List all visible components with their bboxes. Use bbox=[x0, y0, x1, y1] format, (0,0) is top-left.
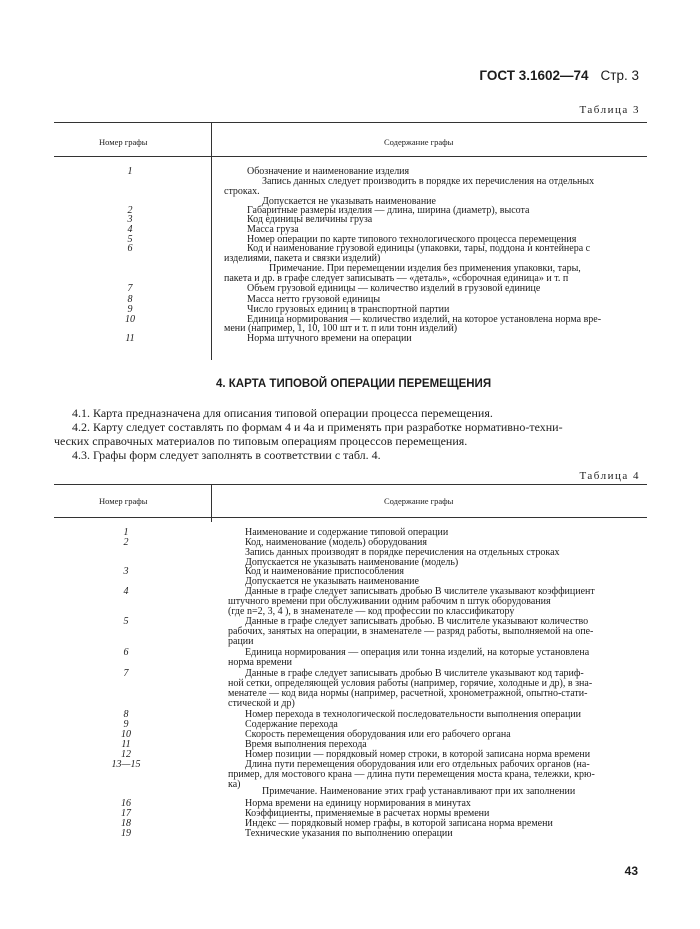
table4-header-rule bbox=[54, 517, 647, 518]
table4-row-number: 9 bbox=[123, 719, 129, 730]
table4-row-number: 7 bbox=[123, 668, 129, 679]
paragraph: 4.3. Графы форм следует заполнять в соответствии с табл. 4. bbox=[72, 448, 381, 462]
table4-line: Данные в графе следует записывать дробью. В числителе указывают количество bbox=[245, 616, 589, 627]
table4-row-number: 5 bbox=[123, 616, 129, 627]
table4-col-number-header: Номер графы bbox=[99, 496, 148, 506]
table3-row-number: 11 bbox=[125, 333, 135, 344]
table4-line: Допускается не указывать наименование (модель) bbox=[245, 557, 459, 568]
table4-line: штучного времени при обслуживании одним рабочим n штук оборудования bbox=[228, 596, 551, 607]
table3-line: Норма штучного времени на операции bbox=[247, 333, 412, 344]
table3-row-number: 3 bbox=[127, 214, 133, 225]
table3-line: Число грузовых единиц в транспортной партии bbox=[247, 304, 450, 315]
table3-row-number: 5 bbox=[127, 234, 133, 245]
table3-col-number-header: Номер графы bbox=[99, 137, 148, 147]
table4-row-number: 2 bbox=[123, 537, 129, 548]
table4-row-number: 18 bbox=[121, 818, 131, 829]
table4-line: Содержание перехода bbox=[245, 719, 338, 730]
table4-line: Технические указания по выполнению операции bbox=[245, 828, 453, 839]
table4-line: Норма времени на единицу нормирования в минутах bbox=[245, 798, 471, 809]
table3-row-number: 1 bbox=[127, 166, 133, 177]
table4-col-content-header: Содержание графы bbox=[384, 496, 454, 506]
table3-line: Единица нормирования — количество изделий, на которое установлена норма вре- bbox=[247, 314, 602, 325]
table4-line: Коэффициенты, применяемые в расчетах нормы времени bbox=[245, 808, 490, 819]
table4-line: Единица нормирования — операция или тонна изделий, на которые установлена bbox=[245, 647, 590, 658]
table3-row-number: 2 bbox=[127, 205, 133, 216]
paragraph-text: 4.1. Карта предназначена для описания типовой операции процесса перемещения. bbox=[72, 406, 493, 420]
table4-line: ной сетки, определяющей условия работы (например, горячие, холодные и др), в зна- bbox=[228, 678, 593, 689]
document-title: ГОСТ 3.1602—74 bbox=[479, 68, 589, 83]
table3-row-number: 9 bbox=[127, 304, 133, 315]
table3-row-number: 7 bbox=[127, 283, 133, 294]
table3-line: Габаритные размеры изделия — длина, ширина (диаметр), высота bbox=[247, 205, 530, 216]
table4-note-line: Примечание. Наименование этих граф устанавливают при их заполнении bbox=[262, 786, 576, 797]
table3-line: изделиями, пакета и связки изделий) bbox=[224, 253, 381, 264]
table4-line: Данные в графе следует записывать дробью В числителе указывают код тариф- bbox=[245, 668, 584, 679]
table4-row-number: 12 bbox=[121, 749, 131, 760]
table3-line: Масса нетто грузовой единицы bbox=[247, 294, 381, 305]
table3-line: Запись данных следует производить в порядке их перечисления на отдельных bbox=[262, 176, 595, 187]
table3-row-number: 6 bbox=[127, 243, 133, 254]
table3-line: Допускается не указывать наименование bbox=[262, 196, 436, 207]
table4-line: Допускается не указывать наименование bbox=[245, 576, 419, 587]
table4-line: Код и наименование приспособления bbox=[245, 566, 405, 577]
page-number: 43 bbox=[624, 864, 638, 878]
table4-line: ка) bbox=[228, 779, 241, 790]
section-title: 4. КАРТА ТИПОВОЙ ОПЕРАЦИИ ПЕРЕМЕЩЕНИЯ bbox=[216, 378, 492, 390]
table4-line: Номер позиции — порядковый номер строки, в которой записана норма времени bbox=[245, 749, 591, 760]
table3-note-line: пакета и др. в графе следует записывать — «деталь», «сборочная единица» и т. п bbox=[224, 273, 569, 284]
table3-column-divider bbox=[211, 122, 212, 360]
table3-line: Код единицы величины груза bbox=[247, 214, 373, 225]
table4-line: менателе — код вида нормы (например, расчетной, хронометражной, опытно-стати- bbox=[228, 688, 588, 699]
table3-line: строках. bbox=[224, 186, 260, 197]
table4-row-number: 10 bbox=[121, 729, 131, 740]
table3-top-rule bbox=[54, 122, 647, 123]
table3-row-number: 4 bbox=[127, 224, 133, 235]
table3-header-rule bbox=[54, 156, 647, 157]
table4-line: Наименование и содержание типовой операции bbox=[245, 527, 449, 538]
table4-row-number: 19 bbox=[121, 828, 131, 839]
table3-col-content-header: Содержание графы bbox=[384, 137, 454, 147]
table3-row-number: 8 bbox=[127, 294, 133, 305]
table4-line: Индекс — порядковый номер графы, в которой записана норма времени bbox=[245, 818, 553, 829]
table4-line: Длина пути перемещения оборудования или его отдельных рабочих органов (на- bbox=[245, 759, 590, 770]
table4-line: норма времени bbox=[228, 657, 293, 668]
table4-row-number: 8 bbox=[123, 709, 129, 720]
table4-line: стической и др) bbox=[228, 698, 295, 709]
table4-caption: Таблица 4 bbox=[579, 470, 640, 482]
table4-line: Скорость перемещения оборудования или его рабочего органа bbox=[245, 729, 511, 740]
table4-line: пример, для мостового крана — длина пути перемещения моста крана, тележки, крю- bbox=[228, 769, 595, 780]
table4-line: рабочих, занятых на операции, в знаменателе — разряд работы, выполняемой на опе- bbox=[228, 626, 594, 637]
table4-row-number: 17 bbox=[121, 808, 131, 819]
table4-line: Запись данных производят в порядке перечисления на отдельных строках bbox=[245, 547, 560, 558]
table3-line: Объем грузовой единицы — количество изделий в грузовой единице bbox=[247, 283, 541, 294]
table4-row-number: 13—15 bbox=[111, 759, 141, 770]
table3-caption: Таблица 3 bbox=[579, 104, 640, 116]
table4-row-number: 1 bbox=[123, 527, 129, 538]
table4-row-number: 11 bbox=[121, 739, 131, 750]
table4-line: рации bbox=[228, 636, 254, 647]
table3-line: мени (например, 1, 10, 100 шт и т. п или тонн изделий) bbox=[224, 323, 458, 334]
table4-line: Время выполнения перехода bbox=[245, 739, 367, 750]
table4-row-number: 4 bbox=[123, 586, 129, 597]
table4-top-rule bbox=[54, 484, 647, 485]
table3-line: Код и наименование грузовой единицы (упаковки, тары, поддона и контейнера с bbox=[247, 243, 591, 254]
table3-line: Номер операции по карте типового технологического процесса перемещения bbox=[247, 234, 577, 245]
page-header bbox=[479, 68, 639, 83]
table4-row-number: 6 bbox=[123, 647, 129, 658]
table3-line: Масса груза bbox=[247, 224, 299, 235]
table3-row-number: 10 bbox=[125, 314, 135, 325]
table4-line: (где n=2, 3, 4 ), в знаменателе — код профессии по классификатору bbox=[228, 606, 515, 617]
table3-note-line: Примечание. При перемещении изделия без применения упаковки, тары, bbox=[269, 263, 581, 274]
paragraph bbox=[72, 406, 493, 420]
paragraph: ческих справочных материалов по типовым операциям процессов перемещения. bbox=[54, 434, 468, 448]
paragraph: 4.2. Карту следует составлять по формам 4 и 4а и применять при разработке нормативно-техни- bbox=[72, 420, 563, 434]
table4-row-number: 16 bbox=[121, 798, 131, 809]
page-label: Стр. 3 bbox=[600, 68, 639, 83]
table3-line: Обозначение и наименование изделия bbox=[247, 166, 410, 177]
table4-line: Номер перехода в технологической последовательности выполнения операции bbox=[245, 709, 582, 720]
table4-row-number: 3 bbox=[123, 566, 129, 577]
table4-line: Код, наименование (модель) оборудования bbox=[245, 537, 427, 548]
table4-line: Данные в графе следует записывать дробью В числителе указывают коэффициент bbox=[245, 586, 595, 597]
